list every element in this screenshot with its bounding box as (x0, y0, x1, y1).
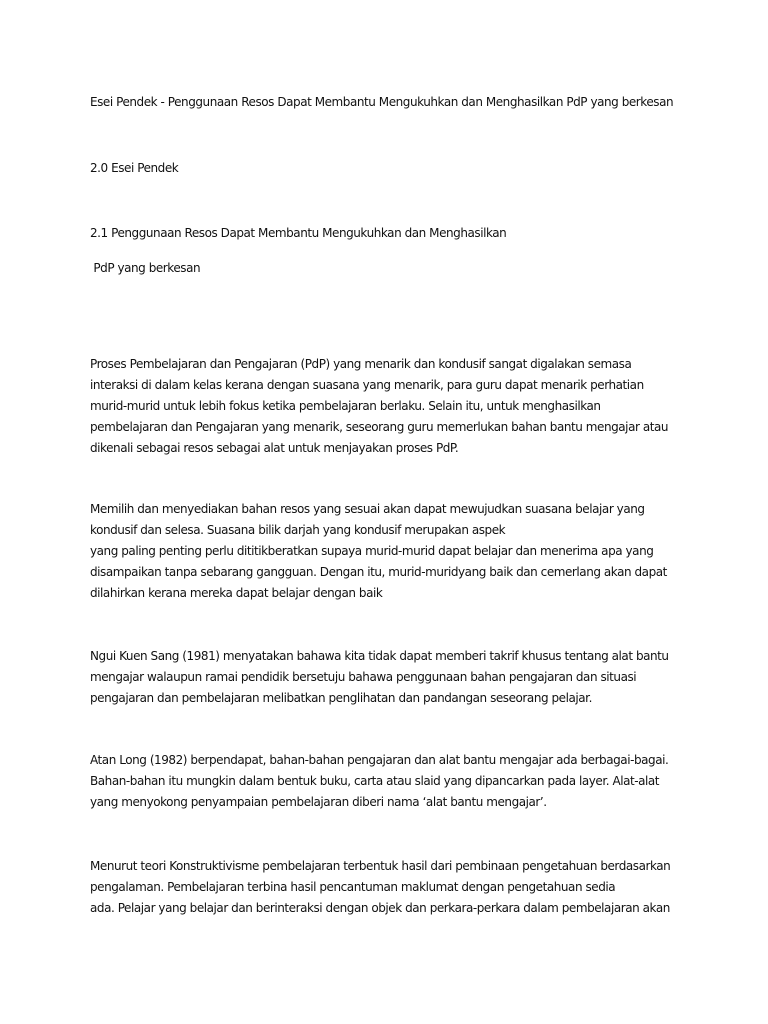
paragraph-line: dilahirkan kerana mereka dapat belajar dengan baik (90, 586, 383, 600)
paragraph-line: pengalaman. Pembelajaran terbina hasil pencantuman maklumat dengan pengetahuan sedia (90, 880, 616, 894)
paragraph-resos-selection (90, 499, 690, 604)
document-title: Esei Pendek - Penggunaan Resos Dapat Membantu Mengukuhkan dan Menghasilkan PdP yang berkesan (90, 95, 674, 109)
paragraph-line: Proses Pembelajaran dan Pengajaran (PdP) yang menarik dan kondusif sangat digalakan semasa (90, 357, 632, 371)
paragraph-pdp-intro (90, 354, 690, 459)
paragraph-line: disampaikan tanpa sebarang gangguan. Dengan itu, murid-muridyang baik dan cemerlang akan dapat (90, 565, 667, 579)
paragraph-line: yang menyokong penyampaian pembelajaran diberi nama ‘alat bantu mengajar’. (90, 795, 547, 809)
paragraph-line: Memilih dan menyediakan bahan resos yang sesuai akan dapat mewujudkan suasana belajar yang (90, 502, 645, 516)
paragraph-line: yang paling penting perlu dititikberatkan supaya murid-murid dapat belajar dan menerima apa yang (90, 544, 654, 558)
paragraph-line: Bahan-bahan itu mungkin dalam bentuk buku, carta atau slaid yang dipancarkan pada layer. Alat-alat (90, 774, 660, 788)
paragraph-atan-long (90, 750, 690, 813)
section-heading: 2.0 Esei Pendek (90, 161, 179, 175)
paragraph-line: kondusif dan selesa. Suasana bilik darjah yang kondusif merupakan aspek (90, 523, 506, 537)
paragraph-line: murid-murid untuk lebih fokus ketika pembelajaran berlaku. Selain itu, untuk menghasilkan (90, 399, 601, 413)
paragraph-line: dikenali sebagai resos sebagai alat untuk menjayakan proses PdP. (90, 441, 459, 455)
paragraph-line: pengajaran dan pembelajaran melibatkan penglihatan dan pandangan seseorang pelajar. (90, 691, 592, 705)
paragraph-line: Ngui Kuen Sang (1981) menyatakan bahawa kita tidak dapat memberi takrif khusus tentang alat bantu (90, 649, 669, 663)
paragraph-line: mengajar walaupun ramai pendidik bersetuju bahawa penggunaan bahan pengajaran dan situasi (90, 670, 637, 684)
paragraph-ngui-kuen-sang (90, 646, 690, 709)
paragraph-line: pembelajaran dan Pengajaran yang menarik, seseorang guru memerlukan bahan bantu mengajar atau (90, 420, 669, 434)
paragraph-line: ada. Pelajar yang belajar dan berinteraksi dengan objek dan perkara-perkara dalam pembelajaran akan (90, 901, 670, 915)
paragraph-line: Atan Long (1982) berpendapat, bahan-bahan pengajaran dan alat bantu mengajar ada berbagai-bagai. (90, 753, 669, 767)
paragraph-line: interaksi di dalam kelas kerana dengan suasana yang menarik, para guru dapat menarik perhatian (90, 378, 644, 392)
paragraph-line: Menurut teori Konstruktivisme pembelajaran terbentuk hasil dari pembinaan pengetahuan berdasarkan (90, 859, 671, 873)
subsection-heading-line-2: PdP yang berkesan (90, 261, 201, 275)
subsection-heading-line-1: 2.1 Penggunaan Resos Dapat Membantu Mengukuhkan dan Menghasilkan (90, 226, 507, 240)
paragraph-konstruktivisme (90, 856, 690, 919)
